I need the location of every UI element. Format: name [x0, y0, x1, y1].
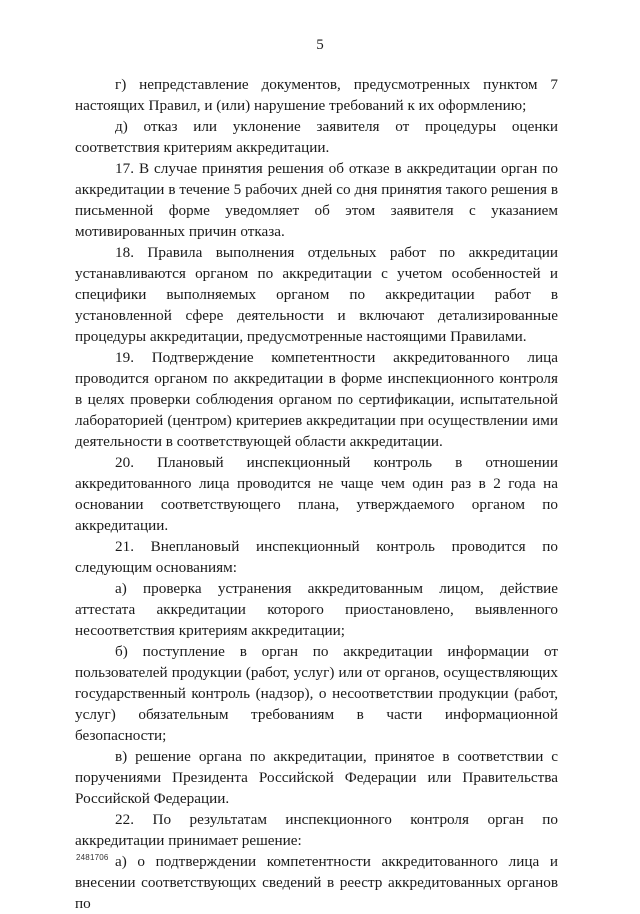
- paragraph-19: 19. Подтверждение компетентности аккредитованного лица проводится органом по аккредитации в форме инспекционного контроля в целях проверки соблюдения органом по сертификации, испытательной лабораторией (центром) критериев аккредитации при осуществлении ими деятельности в соответствующей области аккредитации.: [75, 349, 558, 450]
- paragraph-17: 17. В случае принятия решения об отказе в аккредитации орган по аккредитации в течение 5 рабочих дней со дня принятия такого решения в письменной форме уведомляет об этом заявителя с указанием мотивированных причин отказа.: [75, 160, 558, 240]
- page-number: 5: [316, 37, 324, 53]
- paragraph-item-g: г) непредставление документов, предусмотренных пунктом 7 настоящих Правил, и (или) нарушение требований к их оформлению;: [75, 76, 558, 114]
- paragraph-18: 18. Правила выполнения отдельных работ по аккредитации устанавливаются органом по аккредитации с учетом особенностей и специфики выполняемых органом по аккредитации работ в установленной сфере деятельности и включают детализированные процедуры аккредитации, предусмотренные настоящими Правилами.: [75, 244, 558, 345]
- paragraph-22-a: а) о подтверждении компетентности аккредитованного лица и внесении соответствующих сведений в реестр аккредитованных органов по: [75, 853, 558, 912]
- paragraph-21-v: в) решение органа по аккредитации, принятое в соответствии с поручениями Президента Российской Федерации или Правительства Российской Федерации.: [75, 748, 558, 807]
- document-body: [75, 74, 558, 914]
- paragraph-22: 22. По результатам инспекционного контроля орган по аккредитации принимает решение:: [75, 811, 558, 849]
- document-code: 2481706: [76, 853, 109, 862]
- paragraph-21-b: б) поступление в орган по аккредитации информации от пользователей продукции (работ, услуг) или от органов, осуществляющих государственный контроль (надзор), о несоответствии продукции (работ, услуг) обязательным требованиям в части информационной безопасности;: [75, 643, 558, 744]
- paragraph-21: 21. Внеплановый инспекционный контроль проводится по следующим основаниям:: [75, 538, 558, 576]
- paragraph-item-d: д) отказ или уклонение заявителя от процедуры оценки соответствия критериям аккредитации.: [75, 118, 558, 156]
- paragraph-20: 20. Плановый инспекционный контроль в отношении аккредитованного лица проводится не чаще чем один раз в 2 года на основании соответствующего плана, утверждаемого органом по аккредитации.: [75, 454, 558, 534]
- paragraph-21-a: а) проверка устранения аккредитованным лицом, действие аттестата аккредитации которого приостановлено, выявленного несоответствия критериям аккредитации;: [75, 580, 558, 639]
